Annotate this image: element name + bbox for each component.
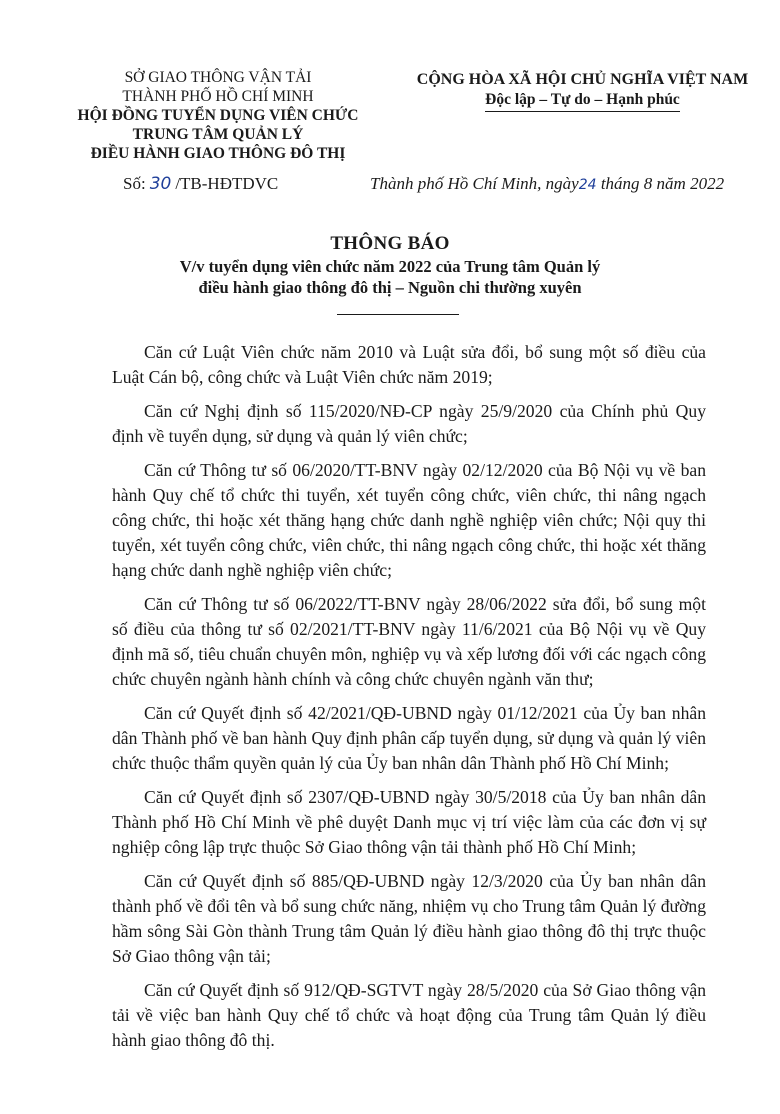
legal-basis-paragraph: Căn cứ Nghị định số 115/2020/NĐ-CP ngày 25/9/2020 của Chính phủ Quy định về tuyển dụng, sử dụng và quản lý viên chức; [112, 401, 706, 446]
document-subtitle-1: V/v tuyển dụng viên chức năm 2022 của Trung tâm Quản lý [179, 257, 601, 276]
document-title: THÔNG BÁO [330, 233, 450, 254]
date-handwritten-day: 24 [578, 177, 597, 193]
legal-basis-paragraph: Căn cứ Thông tư số 06/2022/TT-BNV ngày 28/06/2022 sửa đổi, bổ sung một số điều của thông tư số 02/2021/TT-BNV ngày 11/6/2021 của Bộ Nội vụ về Quy định mã số, tiêu chuẩn chuyên môn, nghiệp vụ và xếp lương đối với các ngạch công chức chuyên ngành hành chính và công chức chuyên ngành văn thư; [112, 594, 706, 689]
legal-basis-paragraph: Căn cứ Quyết định số 912/QĐ-SGTVT ngày 28/5/2020 của Sở Giao thông vận tải về việc ban hành Quy chế tổ chức và hoạt động của Trung tâm Quản lý điều hành giao thông đô thị. [112, 980, 706, 1050]
issuing-agency-header [68, 68, 368, 163]
doc-number-suffix: /TB-HĐTDVC [175, 174, 279, 193]
legal-basis-paragraph: Căn cứ Luật Viên chức năm 2010 và Luật sửa đổi, bổ sung một số điều của Luật Cán bộ, công chức và Luật Viên chức năm 2019; [112, 342, 706, 387]
document-title-block [0, 232, 780, 298]
agency-line-2: THÀNH PHỐ HỒ CHÍ MINH [122, 88, 314, 105]
document-subtitle-2: điều hành giao thông đô thị – Nguồn chi thường xuyên [198, 278, 582, 297]
agency-line-1: SỞ GIAO THÔNG VẬN TẢI [124, 69, 312, 86]
title-underline [337, 314, 459, 315]
agency-line-5: ĐIỀU HÀNH GIAO THÔNG ĐÔ THỊ [90, 145, 346, 162]
national-header [410, 70, 755, 112]
date-after: tháng 8 năm 2022 [600, 174, 725, 193]
agency-line-4: TRUNG TÂM QUẢN LÝ [132, 126, 304, 143]
doc-number-handwritten: 30 [149, 174, 172, 194]
legal-basis-paragraph: Căn cứ Quyết định số 885/QĐ-UBND ngày 12/3/2020 của Ủy ban nhân dân thành phố về đổi tên và bổ sung chức năng, nhiệm vụ cho Trung tâm Quản lý đường hầm sông Sài Gòn thành Trung tâm Quản lý điều hành giao thông đô thị trực thuộc Sở Giao thông vận tải; [112, 871, 706, 966]
document-date [370, 174, 724, 194]
legal-basis-paragraph: Căn cứ Thông tư số 06/2020/TT-BNV ngày 02/12/2020 của Bộ Nội vụ về ban hành Quy chế tổ chức thi tuyển, xét tuyển công chức, viên chức, thi nâng ngạch công chức, thi hoặc xét thăng hạng chức danh nghề nghiệp viên chức; Nội quy thi tuyển, xét tuyển công chức, viên chức, thi nâng ngạch công chức, thi hoặc xét thăng hạng chức danh nghề nghiệp viên chức; [112, 460, 706, 580]
nation-name: CỘNG HÒA XÃ HỘI CHỦ NGHĨA VIỆT NAM [416, 71, 749, 88]
doc-number-prefix: Số: [123, 174, 146, 193]
legal-basis-paragraph: Căn cứ Quyết định số 42/2021/QĐ-UBND ngày 01/12/2021 của Ủy ban nhân dân Thành phố về ban hành Quy định phân cấp tuyển dụng, sử dụng và quản lý viên chức thuộc thẩm quyền quản lý của Ủy ban nhân dân Thành phố Hồ Chí Minh; [112, 703, 706, 773]
document-number [123, 174, 278, 194]
agency-line-3: HỘI ĐỒNG TUYỂN DỤNG VIÊN CHỨC [77, 107, 359, 124]
date-before: Thành phố Hồ Chí Minh, ngày [370, 174, 579, 193]
document-body [112, 340, 706, 1062]
legal-basis-paragraph: Căn cứ Quyết định số 2307/QĐ-UBND ngày 30/5/2018 của Ủy ban nhân dân Thành phố Hồ Chí Minh về phê duyệt Danh mục vị trí việc làm của các đơn vị sự nghiệp công lập trực thuộc Sở Giao thông vận tải thành phố Hồ Chí Minh; [112, 787, 706, 857]
national-motto: Độc lập – Tự do – Hạnh phúc [485, 90, 680, 112]
